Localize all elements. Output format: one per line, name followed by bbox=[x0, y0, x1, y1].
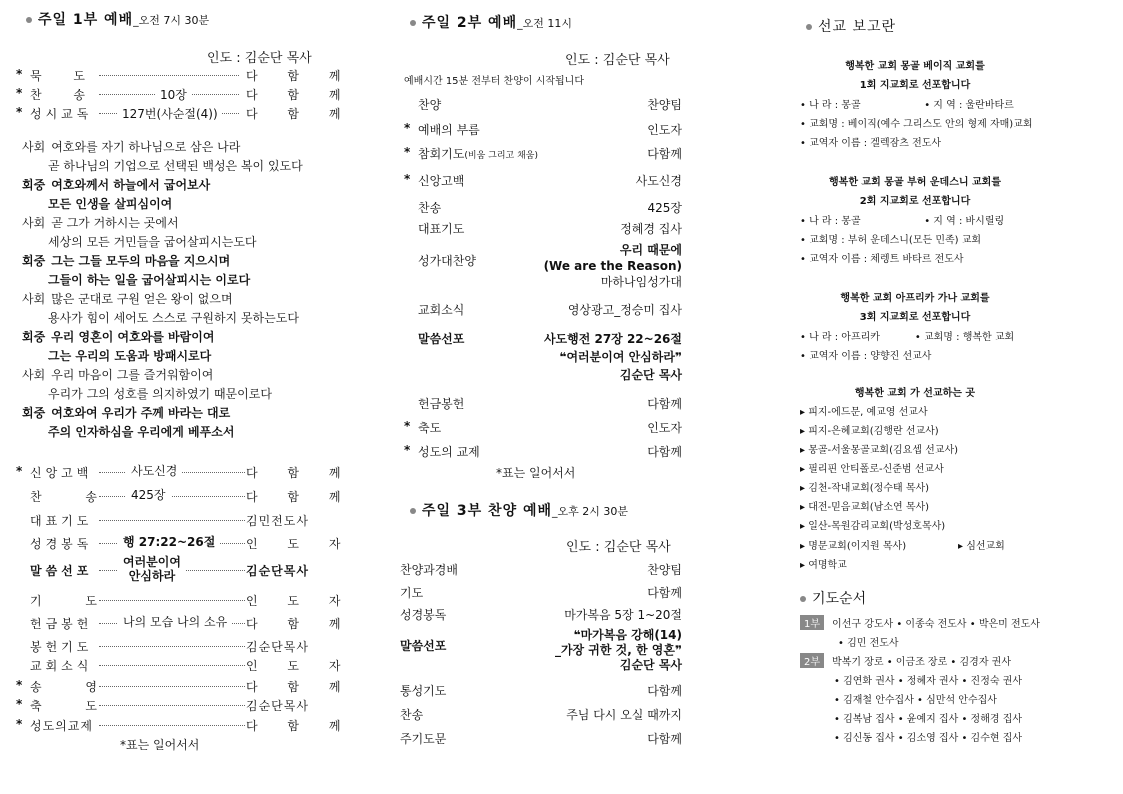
sermon-info bbox=[500, 330, 682, 384]
choir-info bbox=[520, 242, 682, 290]
responsive-text: 여호와를 자기 하나님으로 삼은 나라 bbox=[51, 140, 241, 154]
row-star: * bbox=[404, 443, 411, 457]
row-label-small: (비움 그리고 채움) bbox=[464, 151, 538, 161]
row-label: 묵 도 bbox=[30, 69, 99, 83]
row-right: 김순단목사 bbox=[246, 564, 309, 578]
row-right: 김순단목사 bbox=[246, 699, 309, 713]
row-label: 대표기도 bbox=[30, 514, 93, 528]
col2-time: _오전 11시 bbox=[517, 17, 572, 30]
row-star: * bbox=[16, 464, 23, 478]
support-item: ▸ 여명학교 bbox=[800, 560, 847, 571]
row-star: * bbox=[16, 67, 23, 81]
row-star: * bbox=[404, 121, 411, 135]
bullet-icon bbox=[26, 17, 32, 23]
dotted-leader bbox=[99, 646, 245, 647]
col2-header bbox=[410, 12, 572, 32]
prayer-1 bbox=[800, 615, 1040, 630]
col2-note: 예배시간 15분 전부터 찬양이 시작됩니다 bbox=[404, 76, 584, 87]
col3-title: 선교 보고란 bbox=[818, 19, 897, 35]
responsive-text: 그는 그들 모두의 마음을 지으시며 bbox=[51, 254, 231, 268]
row-label: 찬양과경배 bbox=[400, 563, 458, 577]
block-heading: 행복한 교회 몽골 부허 운데스니 교회를 bbox=[829, 177, 1001, 188]
row-label: 성경봉독 bbox=[400, 608, 447, 622]
row-star: * bbox=[16, 105, 23, 119]
row-star: * bbox=[404, 419, 411, 433]
bullet-icon bbox=[410, 508, 416, 514]
prayer-header bbox=[800, 588, 866, 608]
row-right: 찬양팀 bbox=[647, 563, 682, 577]
row-label-text: 참회기도 bbox=[418, 147, 465, 161]
responsive-role: 회중 bbox=[22, 254, 46, 268]
col2-title: 주일 2부 예배 bbox=[422, 15, 518, 31]
prayer-title: 기도순서 bbox=[812, 591, 867, 607]
sermon-line: 김순단 목사 bbox=[619, 658, 682, 672]
responsive-role: 회중 bbox=[22, 178, 46, 192]
row-right: 찬양팀 bbox=[647, 98, 682, 112]
responsive-line bbox=[48, 309, 299, 326]
responsive-line bbox=[22, 366, 213, 383]
block-line: • 나 라 : 몽골 • 지 역 : 울란바타르 bbox=[800, 100, 1014, 111]
row-label-text: 찬양 bbox=[418, 98, 442, 112]
row-right: 다 함 께 bbox=[246, 680, 354, 694]
row-label: 봉헌기도 bbox=[30, 640, 93, 654]
bullet-icon bbox=[410, 20, 416, 26]
row-label-text: 예배의 부름 bbox=[418, 123, 480, 137]
row-label: 찬 송 bbox=[30, 88, 99, 102]
row-right: 마가복음 5장 1~20절 bbox=[564, 608, 682, 622]
row-label: 찬송 bbox=[400, 708, 424, 722]
row-right: 다 함 께 bbox=[246, 107, 354, 121]
row-right: 김민전도사 bbox=[246, 514, 309, 528]
dotted-leader bbox=[99, 520, 245, 521]
row-label: 기 도 bbox=[30, 594, 117, 608]
responsive-text: 모든 인생을 살피심이여 bbox=[48, 197, 173, 211]
prayer-line: • 김연화 권사 • 정혜자 권사 • 진정숙 권사 bbox=[834, 676, 1023, 687]
row-mid: 127번(사순절(4)) bbox=[118, 105, 222, 122]
sermon-line: _가장 귀한 것, 한 영혼❞ bbox=[554, 643, 682, 657]
row-label: 신앙고백 bbox=[30, 466, 93, 480]
news-right: 영상광고_정승미 집사 bbox=[567, 303, 682, 317]
row-label bbox=[418, 96, 441, 113]
responsive-role: 회중 bbox=[22, 330, 46, 344]
support-title: 행복한 교회 가 선교하는 곳 bbox=[854, 388, 976, 399]
responsive-role: 사회 bbox=[22, 140, 46, 154]
responsive-role: 사회 bbox=[22, 368, 46, 382]
col2-footnote: *표는 일어서서 bbox=[496, 466, 576, 480]
row-label: 성도의교제 bbox=[30, 719, 93, 733]
row-right: 425장 bbox=[647, 201, 682, 215]
row-label: 찬 송 bbox=[30, 490, 117, 504]
responsive-text: 많은 군대로 구원 얻은 왕이 없으며 bbox=[51, 292, 233, 306]
row-right: 주님 다시 오실 때까지 bbox=[566, 708, 682, 722]
prayer-2 bbox=[800, 653, 1011, 668]
responsive-role: 사회 bbox=[22, 292, 46, 306]
row-label-text: 신앙고백 bbox=[418, 174, 465, 188]
row-right: 다 함 께 bbox=[246, 69, 354, 83]
responsive-line bbox=[48, 195, 172, 212]
support-item: ▸ 대전-믿음교회(남소연 목사) bbox=[800, 502, 930, 513]
prayer-line: • 김신동 집사 • 김소영 집사 • 김수현 집사 bbox=[834, 733, 1023, 744]
row-label bbox=[418, 121, 480, 138]
responsive-line bbox=[48, 233, 257, 250]
responsive-line bbox=[48, 347, 211, 364]
row-mid: 나의 모습 나의 소유 bbox=[118, 615, 232, 629]
block-line: • 교역자 이름 : 체렝트 바타르 전도사 bbox=[800, 254, 964, 265]
col1-title: 주일 1부 예배 bbox=[38, 12, 134, 28]
row-mid: 행 27:22~26절 bbox=[118, 535, 220, 549]
row-right: 인 도 자 bbox=[246, 659, 354, 673]
block-heading: 행복한 교회 아프리카 가나 교회를 bbox=[840, 293, 990, 304]
col1-leader: 인도 : 김순단 목사 bbox=[207, 51, 312, 66]
support-item: ▸ 명문교회(이지원 목사) bbox=[800, 541, 907, 552]
row-label: 주기도문 bbox=[400, 732, 447, 746]
row-mid: 여러분이여 안심하라 bbox=[118, 555, 186, 583]
choir-line: (We are the Reason) bbox=[543, 259, 682, 273]
responsive-text: 그는 우리의 도움과 방패시로다 bbox=[48, 349, 212, 363]
block-subheading: 2회 지교회로 선포합니다 bbox=[859, 196, 971, 207]
responsive-line bbox=[48, 423, 234, 440]
dotted-leader bbox=[99, 665, 245, 666]
block-subheading: 1회 지교회로 선포합니다 bbox=[859, 80, 971, 91]
row-label: 송 영 bbox=[30, 680, 117, 694]
block-subheading: 3회 지교회로 선포합니다 bbox=[859, 312, 971, 323]
row-label: 헌금봉헌 bbox=[418, 397, 465, 411]
responsive-line bbox=[22, 176, 210, 193]
responsive-line bbox=[22, 404, 230, 421]
col1-time: _오전 7시 30분 bbox=[133, 14, 210, 27]
row-right: 인도자 bbox=[647, 123, 682, 137]
responsive-line bbox=[48, 385, 272, 402]
row-star: * bbox=[16, 678, 23, 692]
row-label: 성경봉독 bbox=[30, 537, 93, 551]
support-item: ▸ 필리핀 안티폴로-신준범 선교사 bbox=[800, 464, 944, 475]
row-label bbox=[418, 172, 464, 189]
responsive-text: 우리 마음이 그를 즐거워함이여 bbox=[51, 368, 214, 382]
row-star: * bbox=[16, 717, 23, 731]
responsive-text: 곧 하나님의 기업으로 선택된 백성은 복이 있도다 bbox=[48, 159, 303, 173]
row-right: 다함께 bbox=[647, 684, 682, 698]
dotted-leader bbox=[99, 705, 245, 706]
row-star: * bbox=[404, 172, 411, 186]
responsive-text: 그들이 하는 일을 굽어살피시는 이로다 bbox=[48, 273, 251, 287]
row-mid: 10장 bbox=[156, 86, 191, 103]
prayer-tag: 1부 bbox=[800, 615, 824, 630]
col2b-sermon-label: 말씀선포 bbox=[400, 639, 447, 653]
support-item: ▸ 몽골-서울몽골교회(김요셉 선교사) bbox=[800, 445, 959, 456]
responsive-line bbox=[22, 252, 230, 269]
support-item: ▸ 김천-작내교회(정수태 목사) bbox=[800, 483, 930, 494]
row-mid: 425장 bbox=[126, 488, 171, 502]
row-label bbox=[418, 199, 441, 216]
prayer-line: 박복기 장로 • 이금조 장로 • 김경자 권사 bbox=[832, 657, 1011, 668]
responsive-text: 우리가 그의 성호를 의지하였기 때문이로다 bbox=[48, 387, 272, 401]
col2b-header bbox=[410, 500, 628, 520]
sermon-line: 사도행전 27장 22~26절 bbox=[543, 332, 682, 346]
row-label bbox=[418, 220, 464, 237]
row-label: 말씀선포 bbox=[30, 564, 93, 578]
bullet-icon bbox=[806, 24, 812, 30]
bullet-icon bbox=[800, 596, 806, 602]
col2b-time: _오후 2시 30분 bbox=[552, 505, 629, 518]
responsive-text: 우리 영혼이 여호와를 바람이여 bbox=[51, 330, 215, 344]
responsive-role: 사회 bbox=[22, 216, 46, 230]
prayer-line: 이선구 강도사 • 이종숙 전도사 • 박은미 전도사 bbox=[832, 619, 1040, 630]
row-right: 정혜경 집사 bbox=[620, 222, 682, 236]
support-item: ▸ 피지-은혜교회(김행란 선교사) bbox=[800, 426, 939, 437]
row-right: 다 함 께 bbox=[246, 617, 354, 631]
prayer-line: • 김복남 집사 • 윤예지 집사 • 정해경 집사 bbox=[834, 714, 1023, 725]
row-label-text: 찬송 bbox=[418, 201, 442, 215]
responsive-line bbox=[22, 328, 214, 345]
col2-leader: 인도 : 김순단 목사 bbox=[565, 53, 670, 68]
responsive-role: 회중 bbox=[22, 406, 46, 420]
block-heading: 행복한 교회 몽골 베이직 교회를 bbox=[845, 61, 985, 72]
dotted-leader bbox=[99, 725, 245, 726]
row-right: 다 함 께 bbox=[246, 490, 354, 504]
row-label: 교회소식 bbox=[30, 659, 93, 673]
row-right: 다 함 께 bbox=[246, 88, 354, 102]
row-label: 헌금봉헌 bbox=[30, 617, 93, 631]
row-label: 통성기도 bbox=[400, 684, 447, 698]
responsive-text: 용사가 힘이 세어도 스스로 구원하지 못하는도다 bbox=[48, 311, 299, 325]
row-right: 인도자 bbox=[647, 421, 682, 435]
responsive-line bbox=[22, 290, 233, 307]
col2b-sermon-info bbox=[500, 628, 682, 673]
row-right: 김순단목사 bbox=[246, 640, 309, 654]
responsive-text: 세상의 모든 거민들을 굽어살피시는도다 bbox=[48, 235, 257, 249]
row-right: 다함께 bbox=[647, 147, 682, 161]
row-label: 축 도 bbox=[30, 699, 117, 713]
choir-label: 성가대찬양 bbox=[418, 254, 476, 268]
col2b-leader: 인도 : 김순단 목사 bbox=[566, 540, 671, 555]
row-right: 다함께 bbox=[647, 397, 682, 411]
prayer-tag: 2부 bbox=[800, 653, 824, 668]
block-line: • 교역자 이름 : 겔렉잠츠 전도사 bbox=[800, 138, 942, 149]
responsive-line bbox=[48, 271, 250, 288]
row-right: 인 도 자 bbox=[246, 537, 354, 551]
responsive-text: 여호와께서 하늘에서 굽어보사 bbox=[51, 178, 211, 192]
prayer-line: • 김민 전도사 bbox=[838, 638, 899, 649]
news-label: 교회소식 bbox=[418, 303, 465, 317]
responsive-text: 주의 인자하심을 우리에게 베푸소서 bbox=[48, 425, 235, 439]
choir-line: 우리 때문에 bbox=[619, 243, 682, 257]
row-star: * bbox=[16, 697, 23, 711]
row-label: 기도 bbox=[400, 586, 424, 600]
sermon-line: ❝마가복음 강해(14) bbox=[573, 628, 682, 642]
row-right: 다함께 bbox=[647, 586, 682, 600]
block-line: • 교회명 : 베이직(예수 그리스도 안의 형제 자매)교회 bbox=[800, 119, 1033, 130]
row-label: 성시교독 bbox=[30, 107, 93, 121]
block-line: • 교역자 이름 : 양향진 선교사 bbox=[800, 351, 932, 362]
support-item: ▸ 피지-에드문, 예교영 선교사 bbox=[800, 407, 928, 418]
row-label: 성도의 교제 bbox=[418, 445, 480, 459]
responsive-line bbox=[22, 214, 179, 231]
support-item: ▸ 심선교회 bbox=[958, 541, 1005, 552]
choir-line: 마하나임성가대 bbox=[600, 275, 682, 289]
col1-footnote: *표는 일어서서 bbox=[120, 738, 200, 752]
row-right: 다 함 께 bbox=[246, 466, 354, 480]
responsive-text: 곧 그가 거하시는 곳에서 bbox=[51, 216, 179, 230]
row-right: 인 도 자 bbox=[246, 594, 354, 608]
row-right: 다함께 bbox=[647, 732, 682, 746]
sermon-label: 말씀선포 bbox=[418, 332, 465, 346]
row-star: * bbox=[16, 86, 23, 100]
sermon-line: 김순단 목사 bbox=[619, 368, 682, 382]
col3-header bbox=[806, 16, 896, 36]
col1-header bbox=[26, 9, 209, 29]
row-label: 축도 bbox=[418, 421, 442, 435]
block-line: • 나 라 : 아프리카 • 교회명 : 행복한 교회 bbox=[800, 332, 1015, 343]
block-line: • 교회명 : 부허 운데스니(모든 민족) 교회 bbox=[800, 235, 982, 246]
block-line: • 나 라 : 몽골 • 지 역 : 바시릴링 bbox=[800, 216, 1005, 227]
dotted-leader bbox=[99, 496, 245, 497]
support-item: ▸ 일산-목원감리교회(박성호목사) bbox=[800, 521, 946, 532]
row-right: 다함께 bbox=[647, 445, 682, 459]
col2b-title: 주일 3부 찬양 예배 bbox=[422, 503, 553, 519]
row-star: * bbox=[404, 145, 411, 159]
responsive-line bbox=[22, 138, 240, 155]
row-right: 사도신경 bbox=[635, 174, 682, 188]
row-mid: 사도신경 bbox=[126, 464, 182, 478]
dotted-leader bbox=[99, 686, 245, 687]
dotted-leader bbox=[99, 75, 239, 76]
responsive-line bbox=[48, 157, 303, 174]
responsive-text: 여호와여 우리가 주께 바라는 대로 bbox=[51, 406, 231, 420]
row-label-text: 대표기도 bbox=[418, 222, 465, 236]
row-right: 다 함 께 bbox=[246, 719, 354, 733]
sermon-line: ❝여러분이여 안심하라❞ bbox=[559, 350, 682, 364]
prayer-line: • 김재철 안수집사 • 심만석 안수집사 bbox=[834, 695, 997, 706]
dotted-leader bbox=[99, 600, 245, 601]
